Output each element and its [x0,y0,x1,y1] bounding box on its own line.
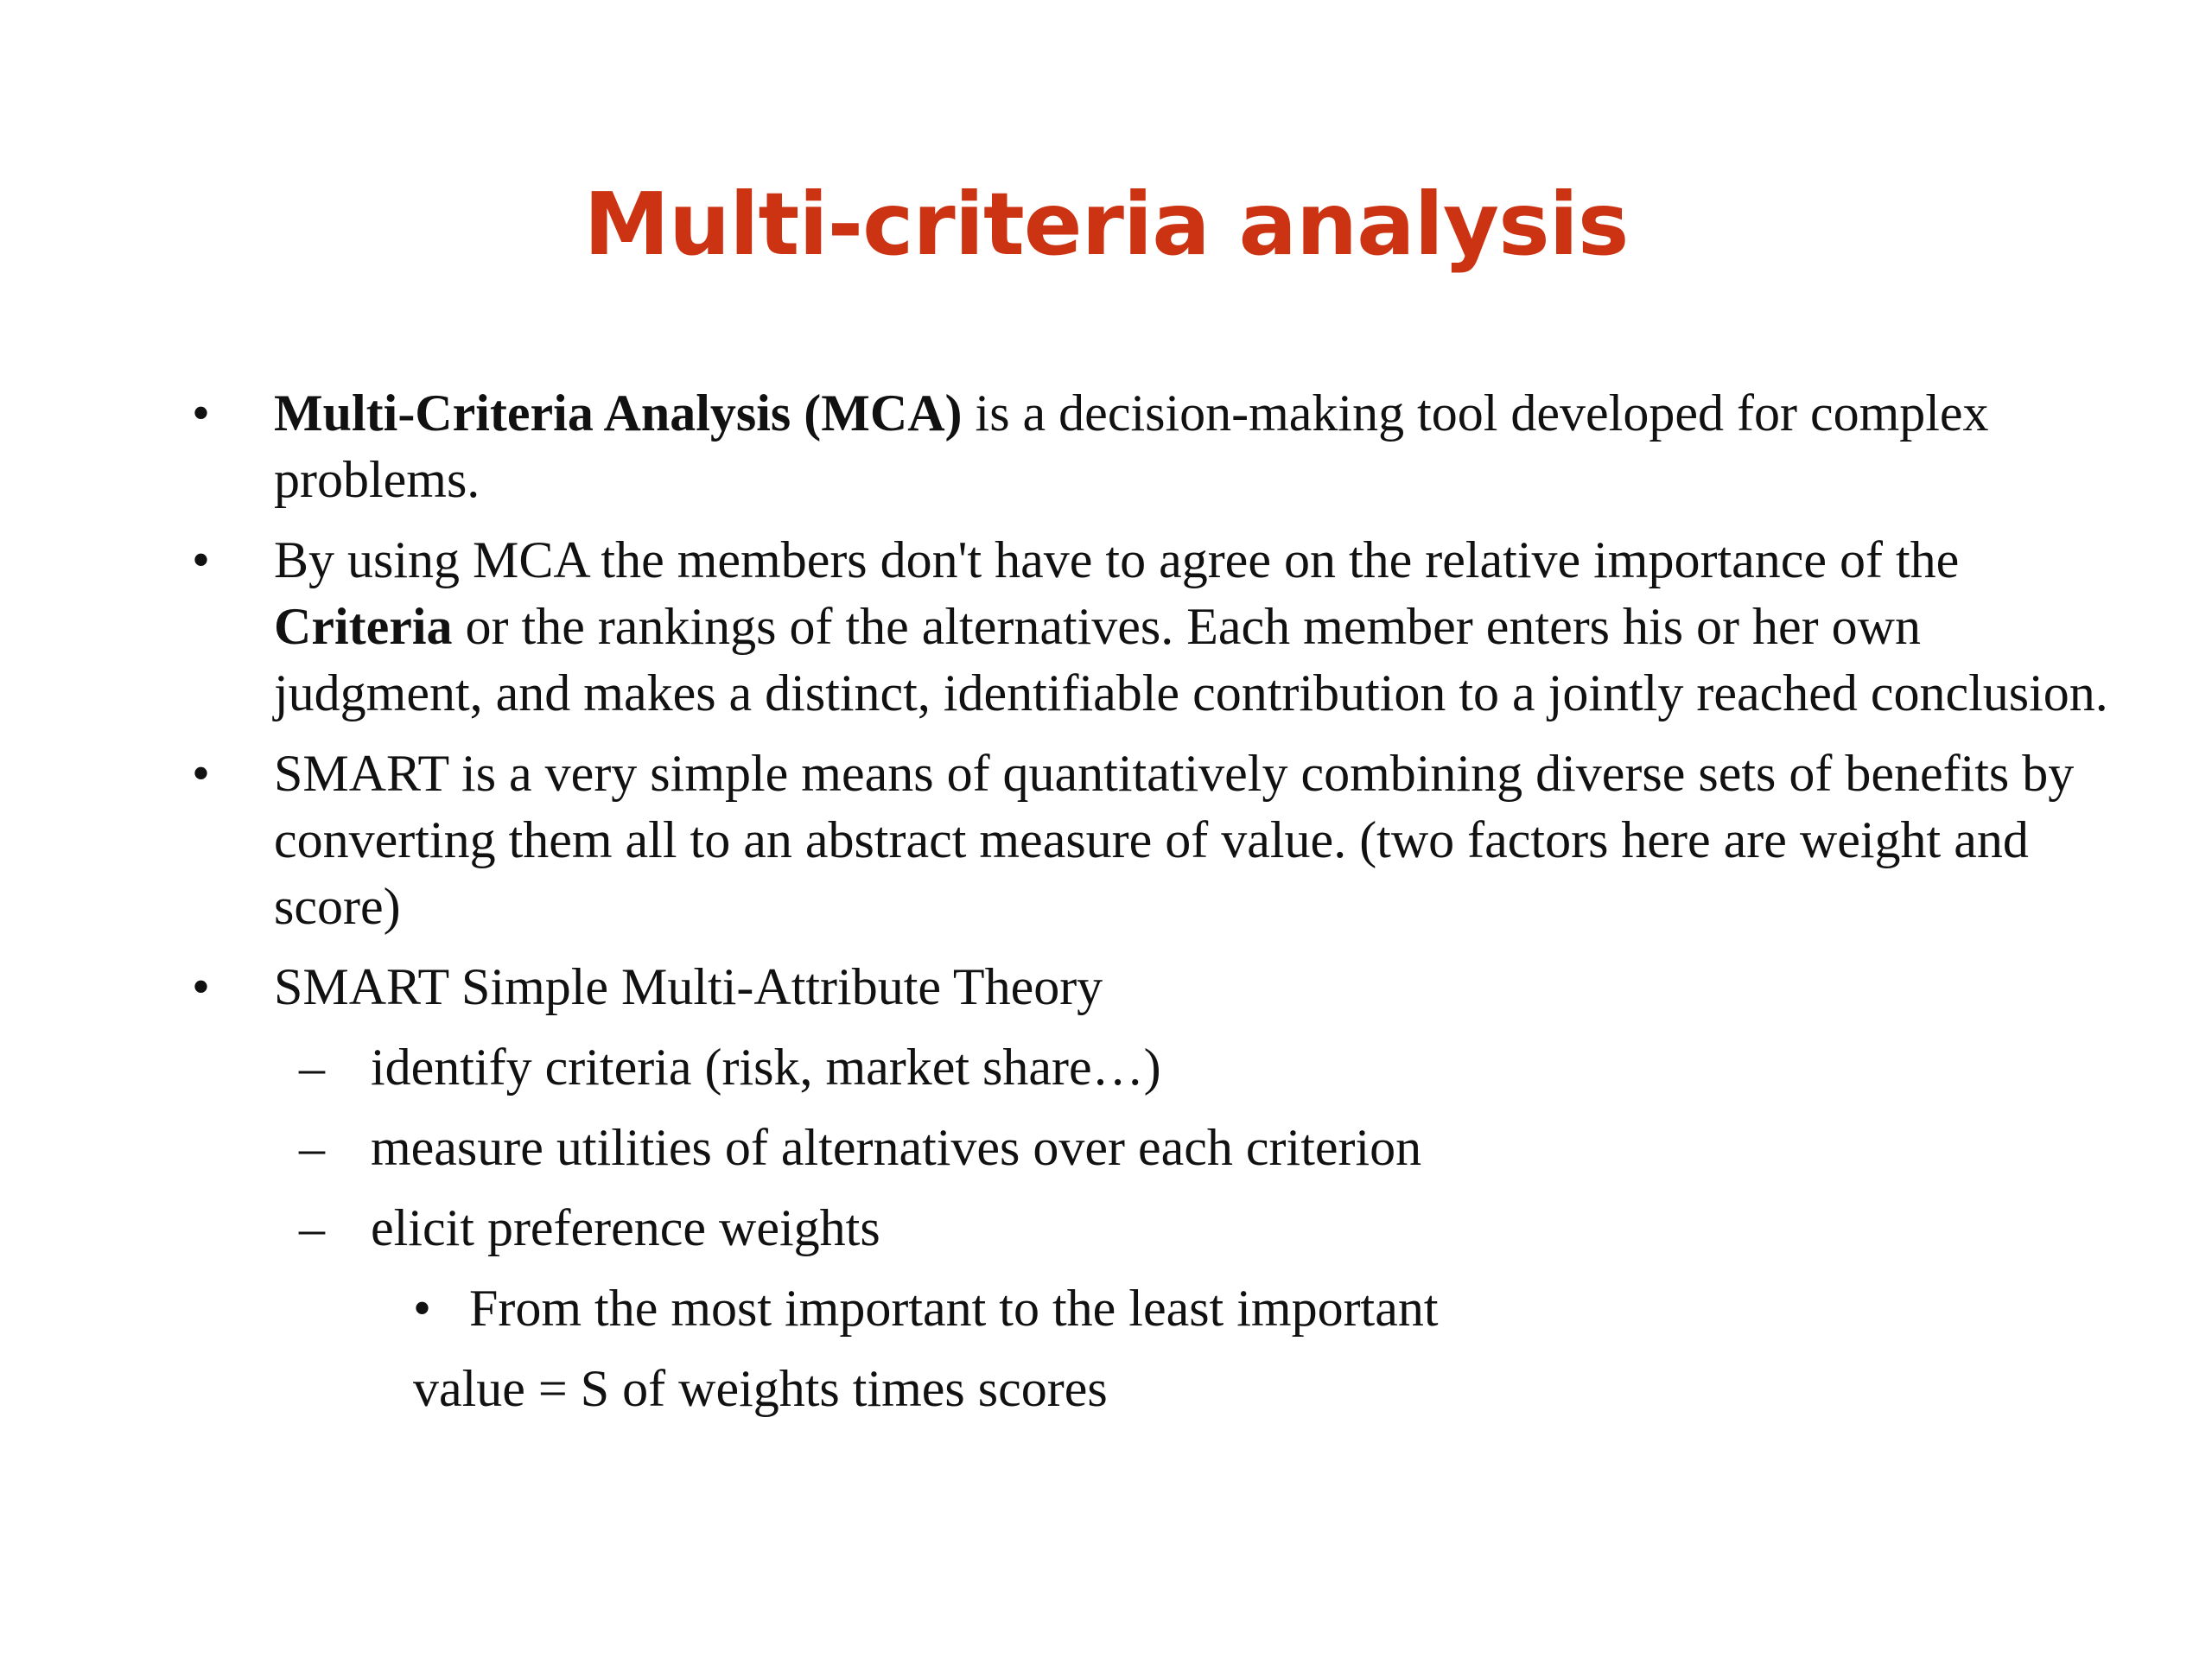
slide-title: Multi-criteria analysis [583,174,1629,275]
bullet-icon: • [413,1280,432,1337]
bullet-icon: • [192,745,211,802]
bullet-item-mca-members [0,527,2212,727]
bullet-text: SMART Simple Multi-Attribute Theory [274,958,1103,1015]
bullet-text-part1: By using MCA the members don't have to agree on the relative importance of the [274,531,1960,588]
bullet-item-smart-means [0,741,2212,940]
bullet-icon: • [192,531,211,588]
bullet-text: SMART is a very simple means of quantitatively combining diverse sets of benefits by converting them all to an abstract measure of value. (two factors here are weight and score) [274,745,2075,935]
bullet-text-rest: is a decision-making tool developed for complex problems. [274,385,1989,508]
sub-item-text: measure utilities of alternatives over each criterion [371,1119,1422,1176]
bullet-text [274,527,2140,727]
dash-icon: – [299,1119,325,1176]
formula-text: value = S of weights times scores [413,1360,1108,1417]
sub-item-identify-criteria [0,1034,2212,1101]
bullet-item-smart-theory [0,954,2212,1020]
bullet-item-mca-definition [0,380,2212,513]
bullet-icon: • [192,385,211,442]
sub-item-text: elicit preference weights [371,1199,880,1256]
slide-body [0,380,2212,1422]
dash-icon: – [299,1039,325,1096]
sub-item-measure-utilities [0,1115,2212,1181]
bold-term-criteria: Criteria [274,598,453,655]
sub-sub-item-text: From the most important to the least important [469,1280,1439,1337]
dash-icon: – [299,1199,325,1256]
bullet-text-part2: or the rankings of the alternatives. Each member enters his or her own judgment, and makes a distinct, identifiable contribution to a jointly reached conclusion. [274,598,2108,721]
bullet-text [274,380,2140,513]
sub-item-text: identify criteria (risk, market share…) [371,1039,1161,1096]
bold-term-mca: Multi-Criteria Analysis (MCA) [274,385,963,442]
sub-sub-item-importance-order [0,1275,2212,1342]
bullet-icon: • [192,958,211,1015]
sub-item-elicit-weights [0,1195,2212,1262]
